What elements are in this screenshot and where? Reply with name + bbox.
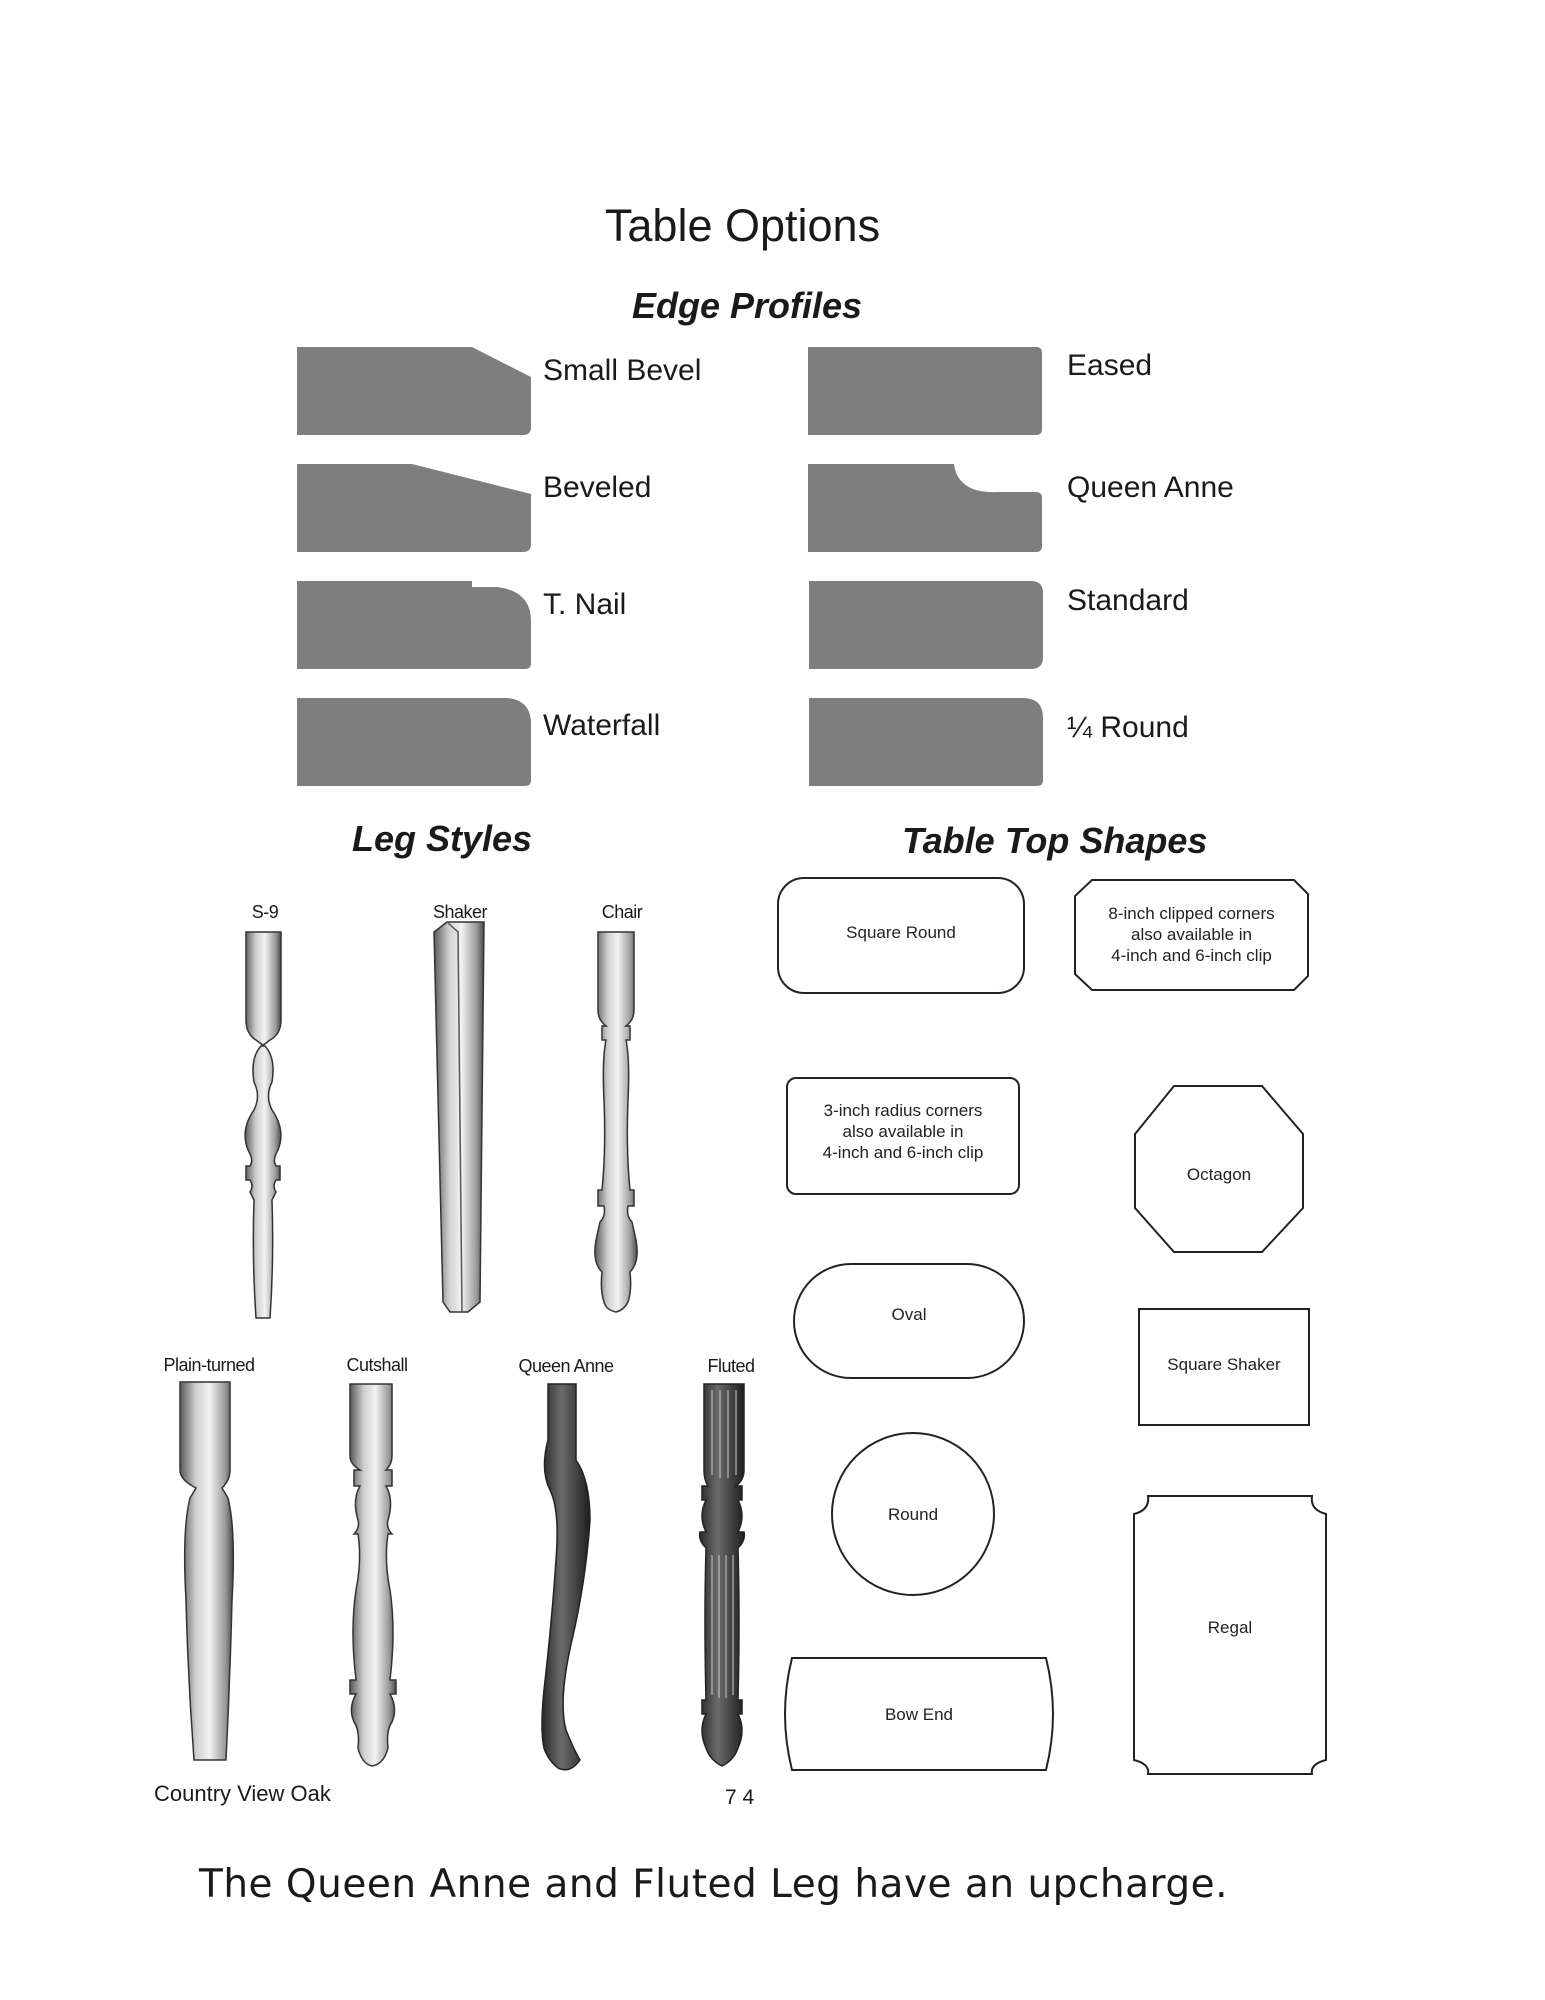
shape-label-radius-corners: 3-inch radius corners also available in 4-inch and 6-inch clip xyxy=(822,1101,984,1162)
shape-label-square-round: Square Round xyxy=(846,923,956,942)
shape-label-regal: Regal xyxy=(1207,1618,1253,1637)
leg-label-shaker: Shaker xyxy=(432,902,488,922)
shape-label-bow-end: Bow End xyxy=(884,1705,954,1724)
table-top-shapes-heading: Table Top Shapes xyxy=(902,820,1208,861)
shape-label-oval: Oval xyxy=(891,1305,927,1324)
shape-label-clipped-corners: 8-inch clipped corners also available in 4-inch and 6-inch clip xyxy=(1108,904,1275,965)
edge-profiles-heading: Edge Profiles xyxy=(632,285,863,326)
page-title: Table Options xyxy=(604,200,881,251)
upcharge-note: The Queen Anne and Fluted Leg have an upcharge. xyxy=(199,1862,1228,1907)
beveled-label: Beveled xyxy=(543,471,652,504)
page-number: 7 4 xyxy=(725,1786,755,1809)
small-bevel-label: Small Bevel xyxy=(543,354,702,387)
leg-label-fluted: Fluted xyxy=(707,1356,755,1376)
shape-label-round: Round xyxy=(887,1505,939,1524)
leg-styles-heading: Leg Styles xyxy=(352,818,533,859)
t-nail-label: T. Nail xyxy=(543,588,627,621)
leg-label-plain-turned: Plain-turned xyxy=(163,1355,255,1375)
leg-label-cutshall: Cutshall xyxy=(346,1355,408,1375)
waterfall-label: Waterfall xyxy=(543,709,661,742)
leg-label-s9: S-9 xyxy=(251,902,279,922)
shape-label-square-shaker: Square Shaker xyxy=(1167,1355,1281,1374)
leg-label-chair: Chair xyxy=(601,902,643,922)
standard-label: Standard xyxy=(1067,584,1189,617)
brand-name: Country View Oak xyxy=(154,1781,331,1806)
eased-label: Eased xyxy=(1067,349,1153,382)
queen-anne-edge-label: Queen Anne xyxy=(1067,471,1234,504)
shape-label-octagon: Octagon xyxy=(1186,1165,1252,1184)
quarter-round-label: ¼ Round xyxy=(1067,711,1189,744)
leg-label-queen-anne: Queen Anne xyxy=(518,1356,614,1376)
